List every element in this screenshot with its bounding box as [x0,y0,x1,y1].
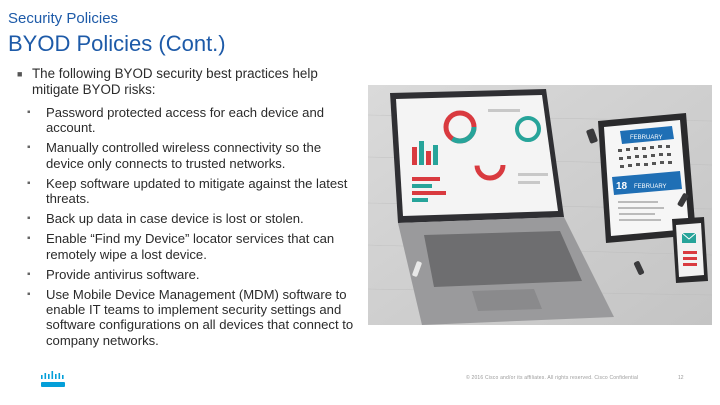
calendar-month: FEBRUARY [630,135,663,141]
lead-paragraph [17,66,357,97]
list-item [27,231,357,262]
list-item [27,287,357,348]
list-item-text: Keep software updated to mitigate against the latest threats. [46,175,348,207]
calendar-day: 18 [616,181,628,192]
list-item [27,105,357,136]
slide-title: BYOD Policies (Cont.) [8,31,226,56]
list-item-text: Use Mobile Device Management (MDM) software to enable IT teams to implement security settings and software configurations on all devices that connect to company networks. [46,286,354,348]
phone-image [672,217,708,283]
bullet-icon: ▪ [27,177,31,189]
bullet-icon: ▪ [27,233,31,245]
section-label: Security Policies [8,10,119,27]
bullet-icon: ▪ [27,288,31,300]
bullet-icon: ▪ [27,268,31,280]
bullet-icon: ▪ [27,213,31,225]
list-item-text: Manually controlled wireless connectivity so the device only connects to trusted networks. [46,140,322,171]
cisco-logo [40,371,67,394]
list-item [27,267,357,282]
list-item [27,211,357,226]
bullet-icon: ▪ [27,107,31,118]
calendar-banner: FEBRUARY [634,184,667,190]
square-bullet-icon: ■ [17,69,23,79]
best-practices-list [27,105,357,348]
list-item [27,176,357,207]
list-item-text: Password protected access for each device and account. [46,105,325,136]
bullet-icon: ▪ [27,142,31,154]
devices-photo [368,85,712,325]
slide-content [17,66,357,353]
list-item-text: Back up data in case device is lost or stolen. [46,211,304,227]
copyright-note: © 2016 Cisco and/or its affiliates. All rights reserved. Cisco Confidential [466,375,639,381]
list-item-text: Provide antivirus software. [46,266,200,282]
list-item [27,140,357,171]
page-number: 12 [678,375,684,381]
lead-text: The following BYOD security best practices help mitigate BYOD risks: [32,66,318,97]
list-item-text: Enable “Find my Device” locator services that can remotely wipe a lost device. [46,231,335,262]
